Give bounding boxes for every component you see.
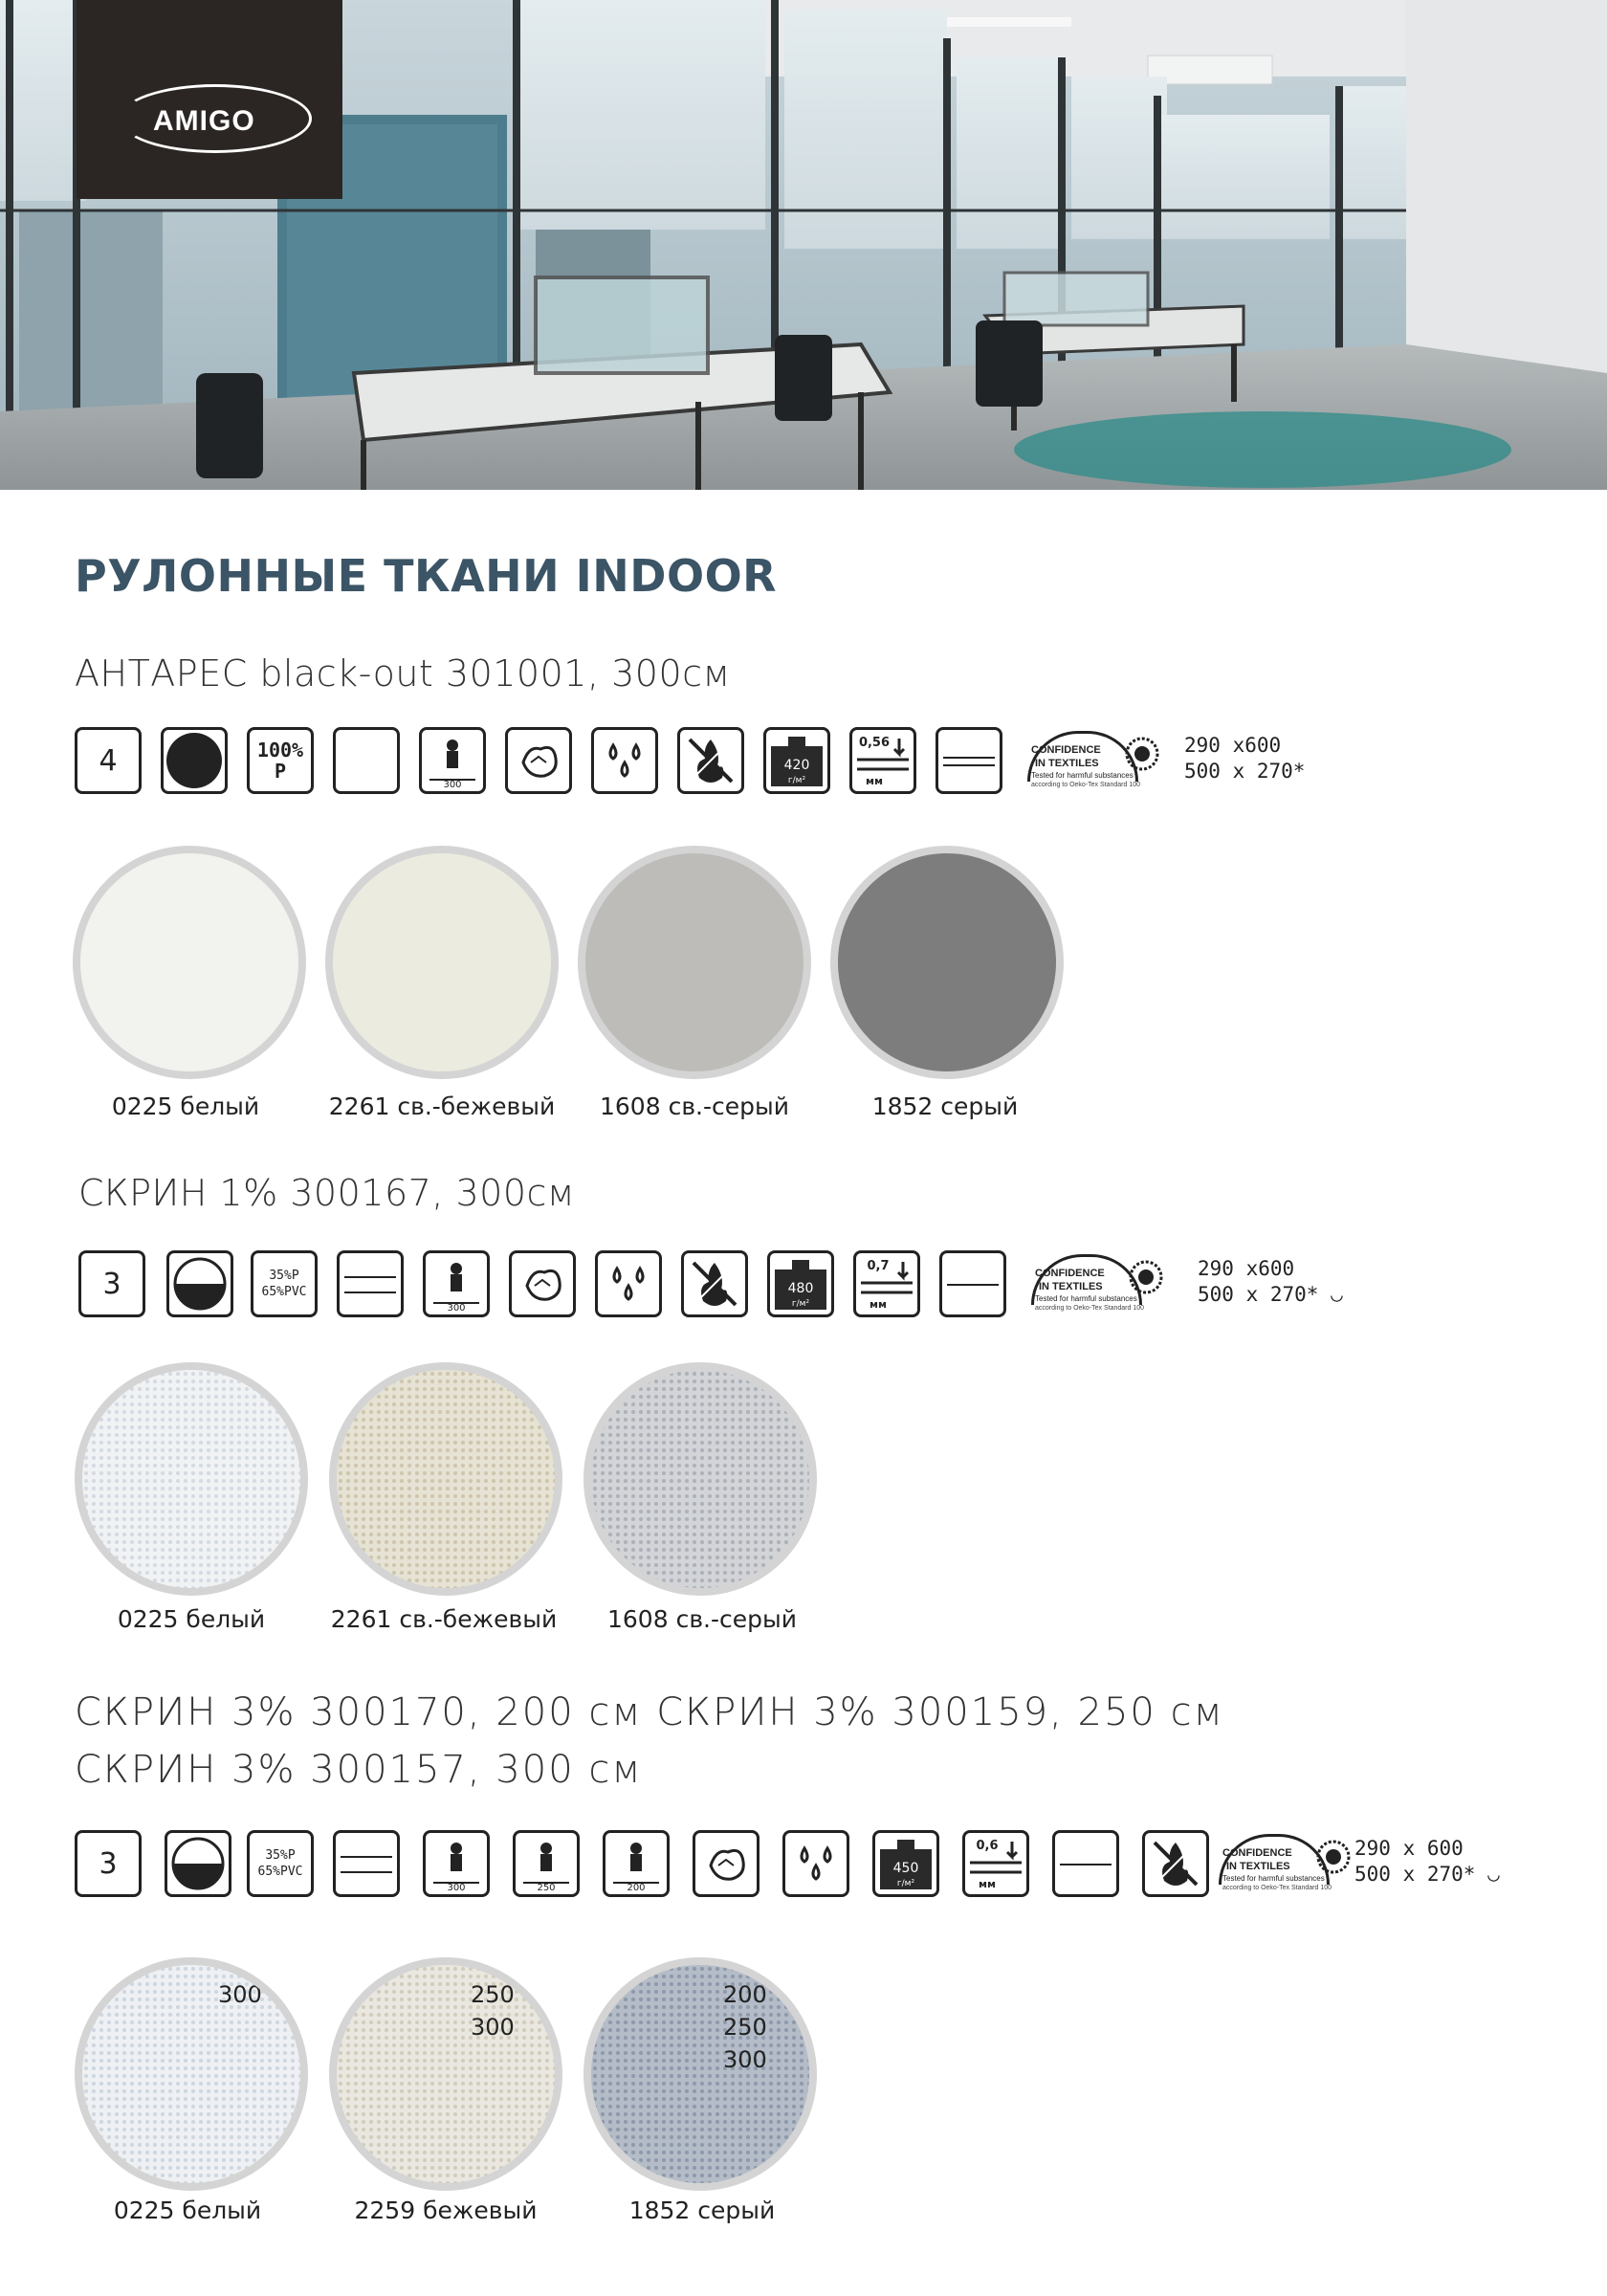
swatch-2261-light-beige [325,846,559,1079]
svg-text:300: 300 [443,780,462,789]
swatch-label: 1852 серый [871,1093,1019,1120]
composition-icon: 35%P 65%PVC [247,1830,314,1897]
dimout-icon [165,1830,231,1897]
svg-text:мм: мм [870,1298,887,1311]
svg-text:300: 300 [447,1883,466,1892]
swatch-label: 0225 белый [117,1605,266,1633]
section-title-screen-3-line1: СКРИН 3% 300170, 200 см СКРИН 3% 300159, 250 см [75,1690,1224,1734]
max-width-300-icon [423,1830,490,1897]
swatch-label: 1608 св.-серый [600,1093,789,1120]
swatch-1608-light-grey [578,846,811,1079]
water-resistant-icon [782,1830,849,1897]
icon-row-screen-3 [75,1830,1509,1903]
wipe-clean-icon [509,1250,576,1317]
svg-text:г/м²: г/м² [896,1879,915,1888]
section-title-screen-1: СКРИН 1% 300167, 300см [78,1172,576,1214]
swatch-1852-grey [830,846,1064,1079]
size-info: 290 x 600 500 x 270* ◡ [1354,1837,1500,1886]
weight-icon [767,1250,834,1317]
max-width-200-icon [603,1830,670,1897]
svg-text:250: 250 [537,1883,556,1892]
size-info: 290 x600 500 x 270* [1184,734,1306,783]
swatch-0225-white [75,1362,308,1596]
max-width-250-icon [513,1830,580,1897]
svg-text:0,7: 0,7 [867,1259,890,1273]
svg-text:мм: мм [979,1878,996,1890]
thickness-icon [849,727,916,794]
size-info: 290 x600 500 x 270* ◡ [1198,1257,1343,1306]
composition-icon: 35%P 65%PVC [251,1250,318,1317]
swatch-0225-white: 300 [75,1957,308,2191]
roll-direction-icon: ◡ [1487,1863,1500,1886]
double-roll-icon [936,727,1002,794]
swatch-label: 1852 серый [628,2197,776,2224]
svg-text:0,56: 0,56 [858,736,891,750]
thickness-icon [962,1830,1029,1897]
page-title: РУЛОННЫЕ ТКАНИ INDOOR [75,550,778,602]
category-badge: 3 [75,1830,142,1897]
brand-logo-panel [77,0,342,199]
max-width-icon [423,1250,490,1317]
swatch-label: 2261 св.-бежевый [328,1093,556,1120]
max-width-icon [419,727,486,794]
swatch-label: 0225 белый [113,2197,262,2224]
swatch-2261-light-beige [329,1362,562,1596]
oeko-tex-certificate: CONFIDENCE IN TEXTILES Tested for harmful substances according to Oeko-Tex Standard 100 [1035,1254,1177,1317]
double-roll-icon [337,1250,404,1317]
svg-text:450: 450 [892,1861,919,1876]
fire-retardant-icon [677,727,744,794]
swatch-1608-light-grey [583,1362,817,1596]
swatch-2259-beige: 250 300 [329,1957,562,2191]
dimout-icon [166,1250,233,1317]
single-roll-icon [939,1250,1006,1317]
wipe-clean-icon [693,1830,759,1897]
water-resistant-icon [595,1250,662,1317]
swatch-1852-grey: 200 250 300 [583,1957,817,2191]
swatch-0225-white [73,846,306,1079]
weight-icon [872,1830,939,1897]
weight-icon [763,727,830,794]
thickness-icon [853,1250,920,1317]
svg-text:г/м²: г/м² [791,1299,810,1309]
swatch-label: 2259 бежевый [354,2197,538,2224]
swatch-label: 0225 белый [111,1093,260,1120]
svg-text:300: 300 [447,1303,466,1313]
roll-fabric-icon [333,727,400,794]
roll-direction-icon: ◡ [1331,1283,1343,1306]
svg-text:0,6: 0,6 [976,1839,999,1853]
fire-retardant-icon [1142,1830,1209,1897]
section-title-screen-3-line2: СКРИН 3% 300157, 300 см [75,1748,643,1792]
swatch-label: 2261 св.-бежевый [330,1605,558,1633]
svg-text:г/м²: г/м² [787,776,806,785]
composition-icon: 100% P [247,727,314,794]
svg-text:420: 420 [783,758,810,773]
category-badge: 3 [78,1250,145,1317]
swatch-label: 1608 св.-серый [607,1605,797,1633]
single-roll-icon [1052,1830,1119,1897]
brand-logo-text: AMIGO [153,105,255,137]
blackout-icon [161,727,228,794]
svg-text:480: 480 [787,1281,814,1296]
svg-text:мм: мм [866,775,883,787]
water-resistant-icon [591,727,658,794]
icon-row-antares [75,727,1318,800]
wipe-clean-icon [505,727,572,794]
oeko-tex-certificate: CONFIDENCE IN TEXTILES Tested for harmful substances according to Oeko-Tex Standard 100 [1222,1834,1364,1897]
section-title-antares: АНТАРЕС black-out 301001, 300см [75,652,731,695]
icon-row-screen-1 [78,1250,1341,1323]
oeko-tex-certificate: CONFIDENCE IN TEXTILES Tested for harmful substances according to Oeko-Tex Standard 100 [1031,731,1173,794]
category-badge: 4 [75,727,142,794]
double-roll-icon [333,1830,400,1897]
fire-retardant-icon [681,1250,748,1317]
hero-office-photo [0,0,1607,490]
svg-text:200: 200 [627,1883,646,1892]
